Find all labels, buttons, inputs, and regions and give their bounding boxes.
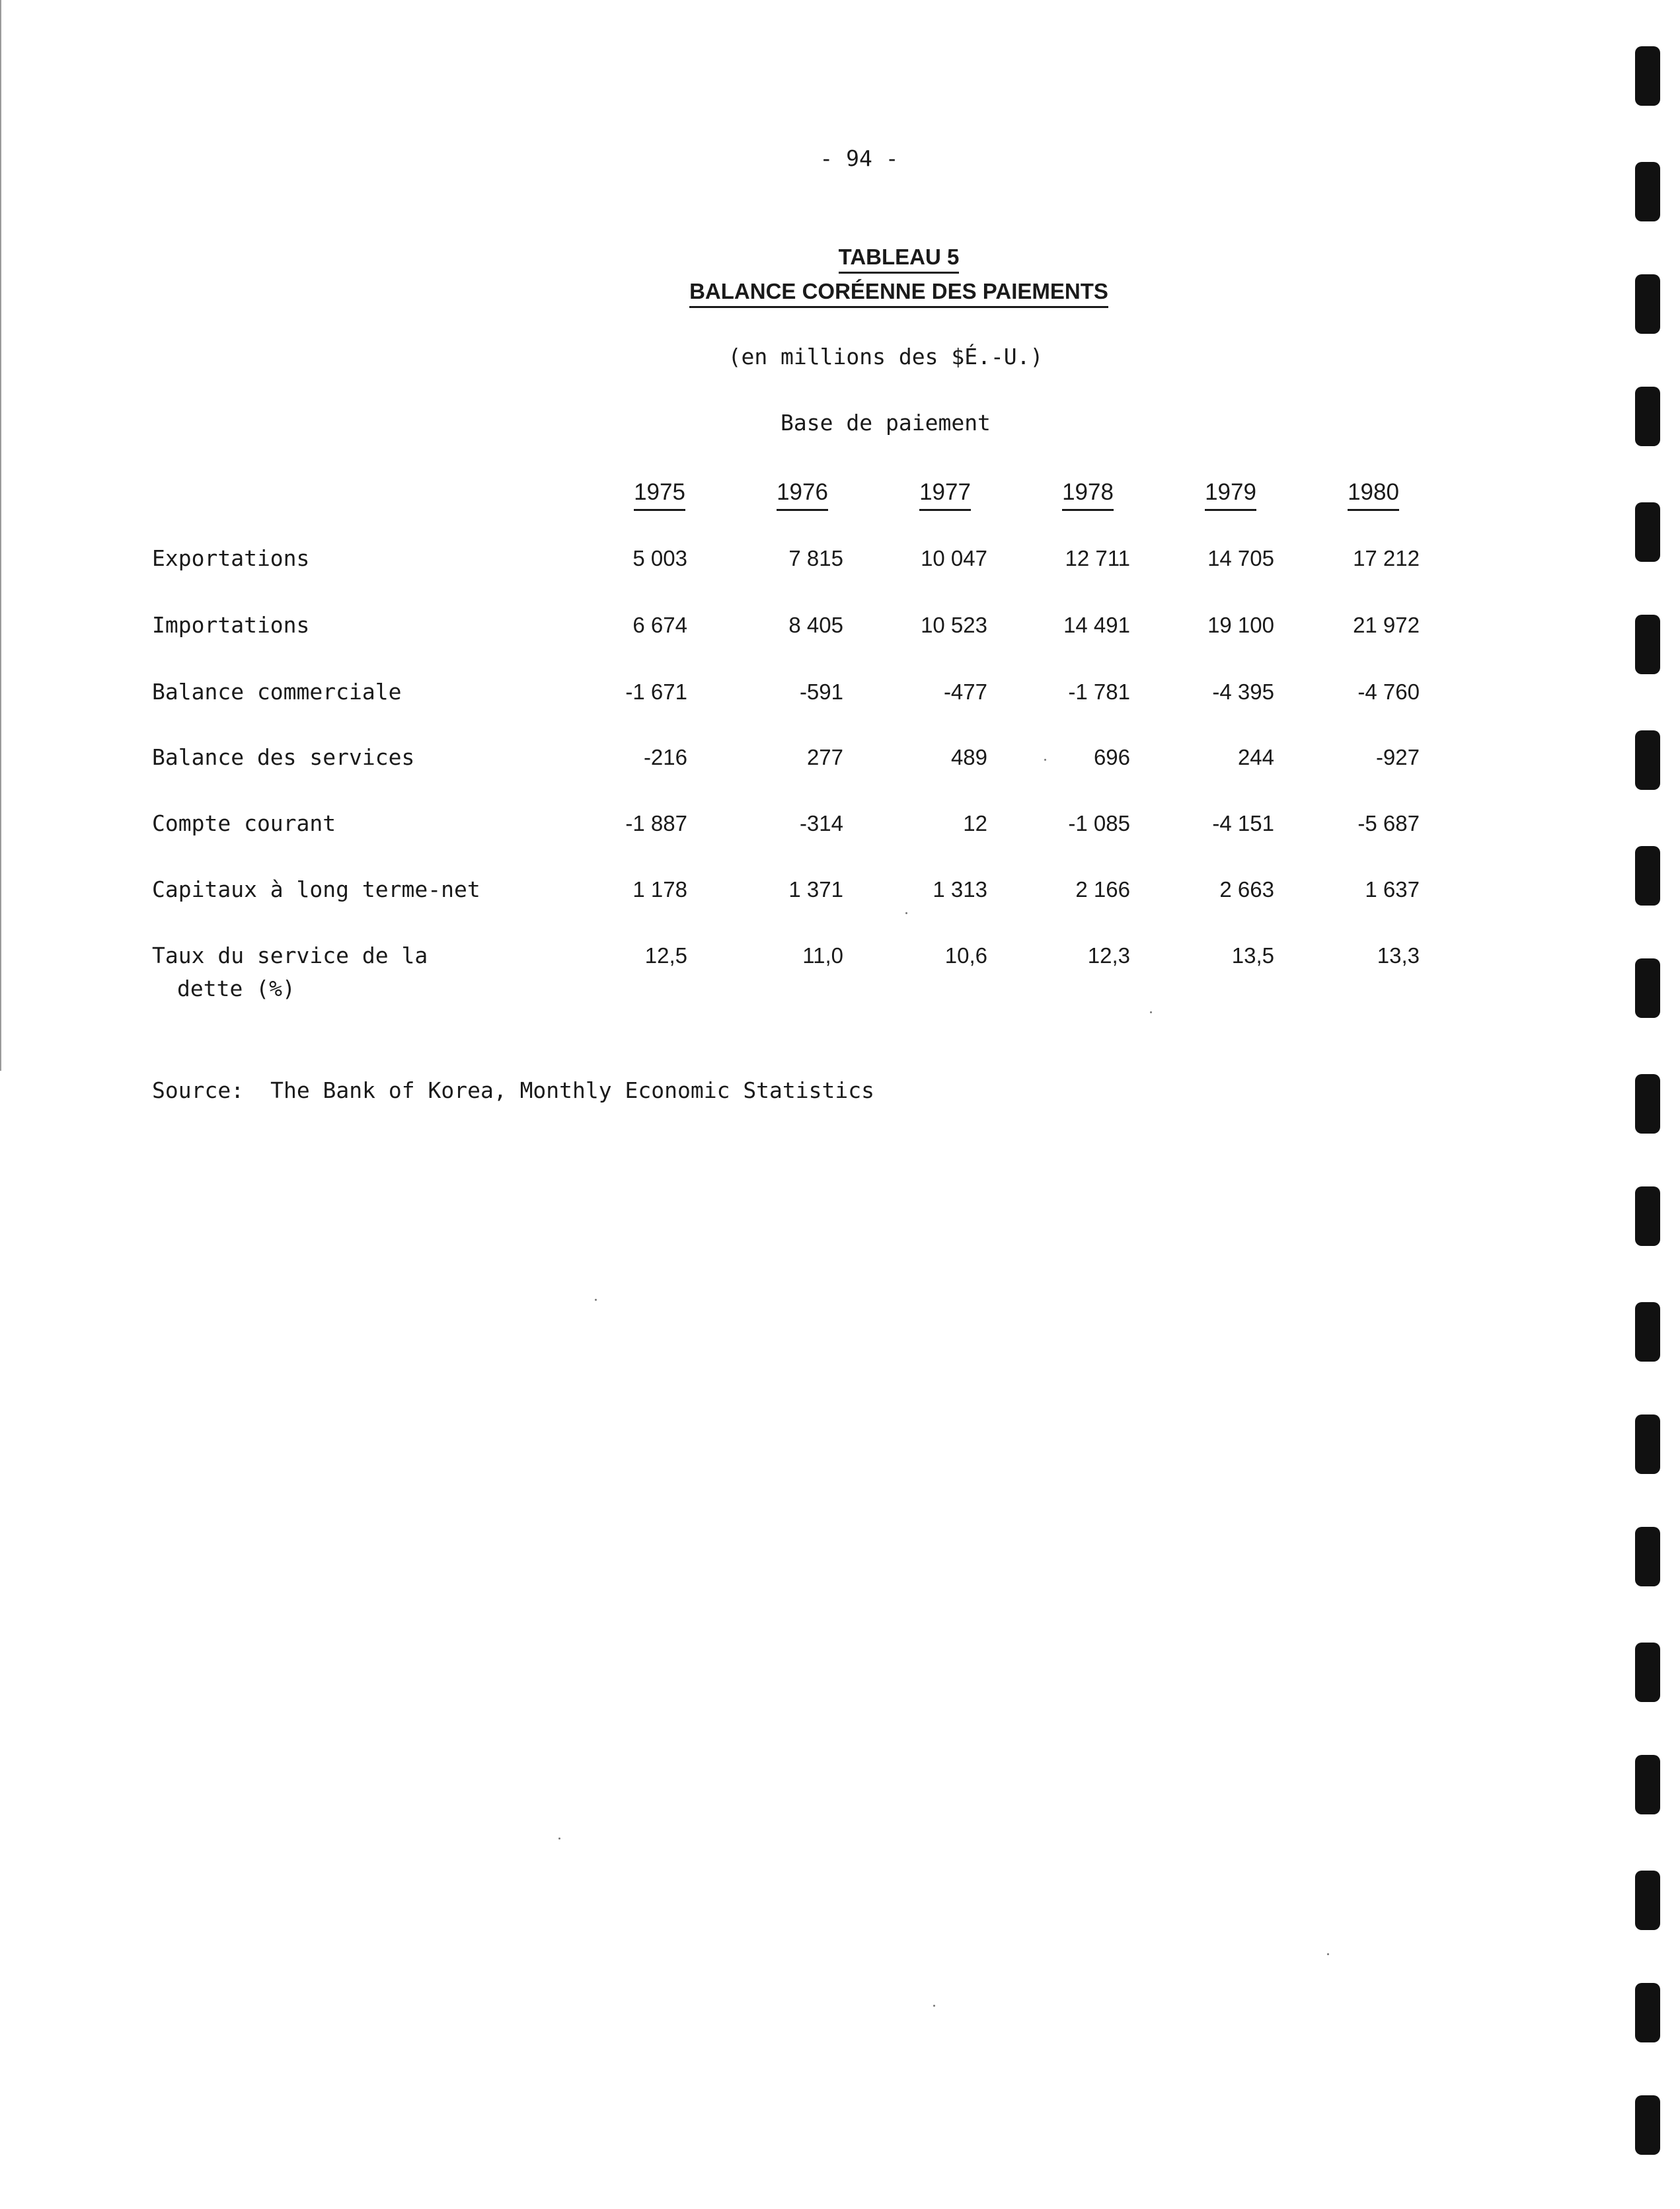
scan-speck [1327, 1953, 1329, 1955]
table-cell: -4 760 [1357, 679, 1420, 704]
table-cell: -927 [1375, 745, 1420, 769]
column-header-1975 [593, 479, 726, 506]
binding-hole [1635, 1415, 1660, 1474]
table-cell: 17 212 [1353, 546, 1420, 570]
binding-hole [1635, 162, 1660, 221]
binding-hole [1635, 1983, 1660, 2042]
binding-hole [1635, 958, 1660, 1018]
scan-speck [933, 2005, 935, 2007]
table-cell: -1 781 [1068, 679, 1130, 704]
source-text: The Bank of Korea, Monthly Economic Statistics [270, 1077, 874, 1103]
units-note: (en millions des $É.-U.) [728, 344, 1044, 369]
table-cell: 277 [806, 745, 843, 769]
binding-hole [1635, 387, 1660, 446]
binding-hole [1635, 1527, 1660, 1586]
basis-note: Base de paiement [781, 410, 991, 436]
binding-hole [1635, 1755, 1660, 1814]
table-cell: 1 178 [632, 877, 687, 902]
row-label: Balance commerciale [152, 679, 402, 705]
table-cell: 1 313 [933, 877, 987, 902]
column-header-label: 1977 [919, 479, 971, 511]
table-cell: 1 371 [788, 877, 843, 902]
table-cell: -1 671 [625, 679, 687, 704]
table-cell: 6 674 [632, 613, 687, 637]
source-note [152, 1077, 874, 1103]
table-cell: 19 100 [1207, 613, 1274, 637]
table-cell: -591 [799, 679, 843, 704]
column-header-label: 1976 [777, 479, 828, 511]
column-header-1978 [1022, 479, 1154, 506]
table-title-text: BALANCE CORÉENNE DES PAIEMENTS [689, 279, 1108, 308]
table-cell: 2 663 [1219, 877, 1274, 902]
column-header-label: 1978 [1062, 479, 1114, 511]
table-cell: -216 [643, 745, 687, 769]
binding-hole [1635, 1871, 1660, 1930]
binding-hole [1635, 1074, 1660, 1134]
binding-hole [1635, 1186, 1660, 1246]
row-label: Importations [152, 612, 310, 638]
table-cell: 14 705 [1207, 546, 1274, 570]
table-cell: 21 972 [1353, 613, 1420, 637]
table-cell: 12,3 [1087, 943, 1130, 968]
table-cell: 11,0 [802, 943, 843, 968]
column-header-label: 1979 [1205, 479, 1256, 511]
table-number [0, 245, 1680, 270]
table-cell: 2 166 [1075, 877, 1130, 902]
scan-speck [1044, 759, 1046, 761]
binding-hole [1635, 1302, 1660, 1362]
table-cell: 10 523 [921, 613, 987, 637]
binding-hole [1635, 2095, 1660, 2155]
table-cell: 1 637 [1365, 877, 1420, 902]
table-title [0, 279, 1680, 304]
table-cell: -4 395 [1212, 679, 1274, 704]
column-header-label: 1975 [634, 479, 685, 511]
scan-speck [558, 1838, 560, 1840]
table-cell: 10,6 [944, 943, 987, 968]
table-cell: 244 [1237, 745, 1274, 769]
table-cell: -1 887 [625, 811, 687, 835]
table-cell: 14 491 [1063, 613, 1130, 637]
table-cell: 5 003 [632, 546, 687, 570]
row-label: Exportations [152, 545, 310, 571]
scan-speck [1150, 1011, 1152, 1013]
scan-speck [595, 1299, 597, 1301]
table-cell: -4 151 [1212, 811, 1274, 835]
row-label: Compte courant [152, 810, 336, 836]
page-number: - 94 - [820, 145, 899, 171]
table-cell: 12 [963, 811, 987, 835]
column-header-1977 [879, 479, 1011, 506]
table-cell: 12,5 [644, 943, 687, 968]
table-cell: 13,3 [1377, 943, 1420, 968]
row-label: Balance des services [152, 744, 415, 770]
binding-hole [1635, 730, 1660, 790]
column-header-1976 [736, 479, 868, 506]
binding-hole [1635, 274, 1660, 334]
binding-hole [1635, 615, 1660, 674]
table-cell: 10 047 [921, 546, 987, 570]
table-cell: 8 405 [788, 613, 843, 637]
binding-hole [1635, 846, 1660, 906]
column-header-1979 [1165, 479, 1297, 506]
binding-hole [1635, 502, 1660, 562]
binding-hole [1635, 1643, 1660, 1702]
table-cell: -314 [799, 811, 843, 835]
table-cell: -477 [943, 679, 987, 704]
column-header-label: 1980 [1348, 479, 1399, 511]
table-number-text: TABLEAU 5 [839, 245, 960, 274]
row-label-continuation: dette (%) [177, 976, 295, 1001]
table-cell: 12 711 [1065, 546, 1130, 570]
table-cell: 696 [1093, 745, 1130, 769]
source-label: Source: [152, 1077, 245, 1103]
row-label: Capitaux à long terme-net [152, 876, 480, 902]
binding-hole [1635, 46, 1660, 106]
scan-speck [905, 912, 907, 914]
row-label: Taux du service de la [152, 943, 428, 968]
table-cell: -1 085 [1068, 811, 1130, 835]
table-cell: 13,5 [1231, 943, 1274, 968]
table-cell: -5 687 [1357, 811, 1420, 835]
table-cell: 7 815 [788, 546, 843, 570]
column-header-1980 [1307, 479, 1439, 506]
table-cell: 489 [950, 745, 987, 769]
